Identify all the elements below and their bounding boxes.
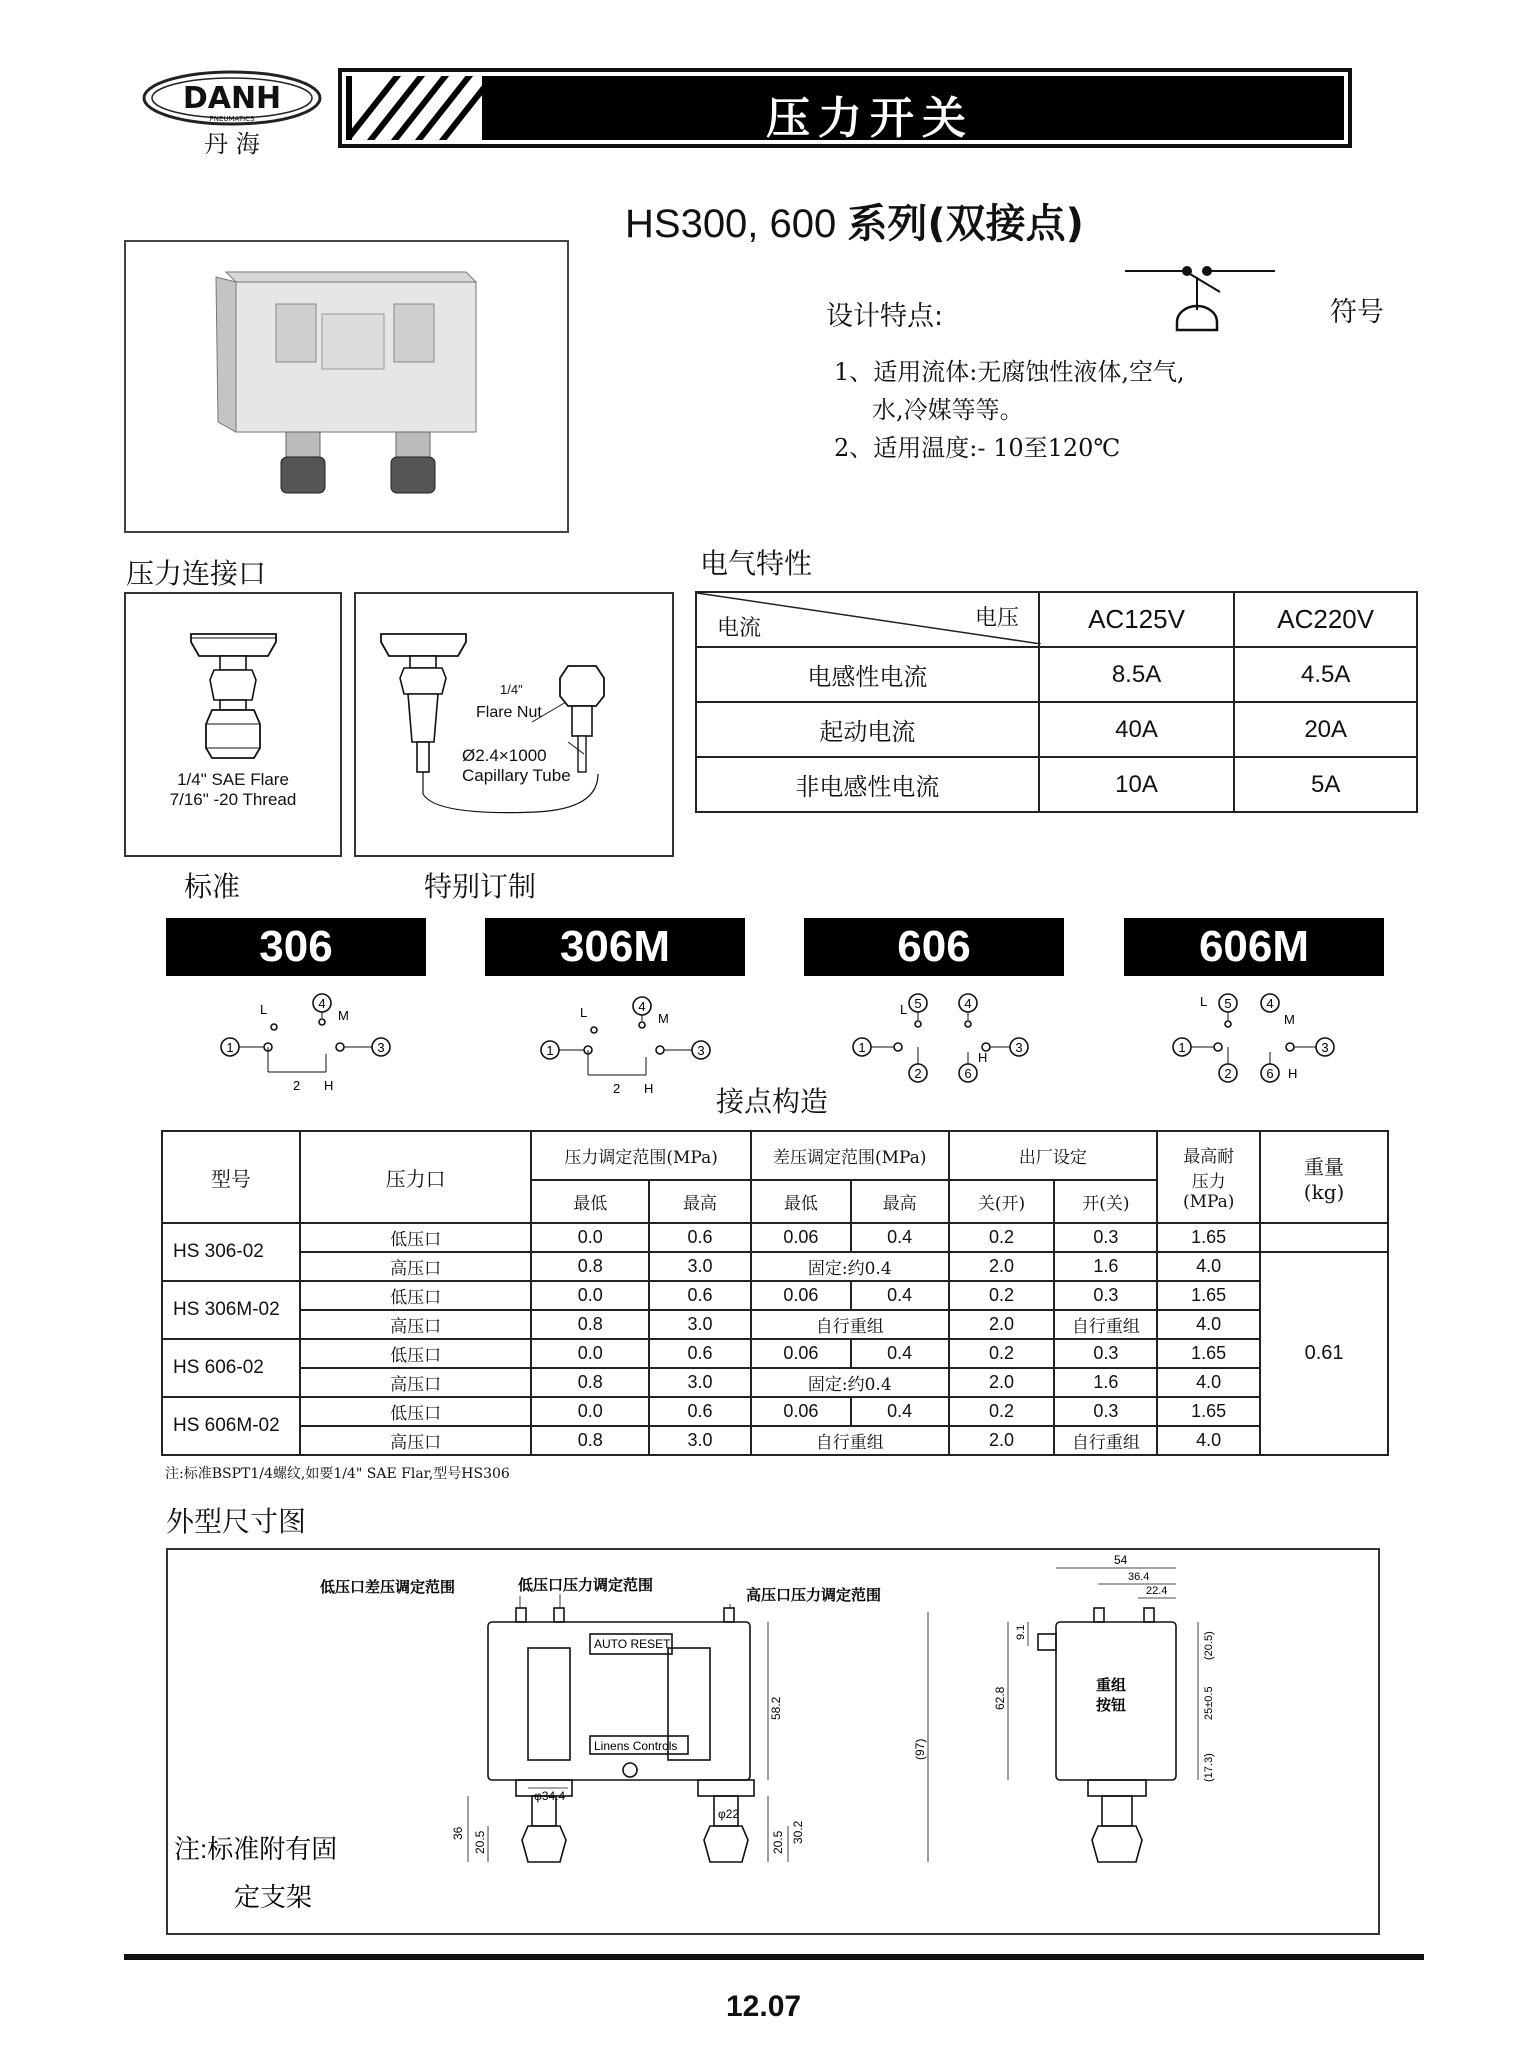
table-row <box>162 1397 1388 1426</box>
factory-off: 2.0 <box>949 1368 1055 1397</box>
factory-off: 2.0 <box>949 1310 1055 1339</box>
contact-diagram-606m <box>1158 990 1368 1100</box>
svg-text:L: L <box>1200 994 1208 1009</box>
dim-9-1: 9.1 <box>1015 1624 1027 1640</box>
model-bar-306m: 306M <box>485 918 745 976</box>
dim-34-4: φ34.4 <box>534 1789 566 1803</box>
cus-tube-1: Ø2.4×1000 <box>462 746 547 765</box>
th-range-low: 最低 <box>531 1180 649 1223</box>
svg-text:4: 4 <box>1266 996 1274 1011</box>
svg-text:H: H <box>324 1078 334 1093</box>
svg-text:2: 2 <box>613 1081 621 1096</box>
factory-on: 1.6 <box>1054 1252 1157 1281</box>
th-diff-low: 最低 <box>751 1180 851 1223</box>
row-name: 起动电流 <box>696 702 1039 757</box>
contacts-title: 接点构造 <box>716 1085 829 1118</box>
stripes-decoration <box>352 76 482 140</box>
range-max: 3.0 <box>649 1426 751 1455</box>
model-cell: HS 306M-02 <box>162 1281 300 1339</box>
row-value: 4.5A <box>1234 647 1417 702</box>
table-row <box>162 1223 1388 1252</box>
port-cell: 高压口 <box>300 1368 532 1397</box>
switch-symbol-icon <box>1125 262 1285 337</box>
diff-max: 0.4 <box>851 1339 949 1368</box>
svg-text:3: 3 <box>1015 1040 1023 1055</box>
connection-standard-box <box>124 592 342 857</box>
max-pressure: 4.0 <box>1157 1310 1260 1339</box>
max-pressure: 1.65 <box>1157 1397 1260 1426</box>
port-cell: 高压口 <box>300 1252 532 1281</box>
flare-fitting-illustration <box>126 594 340 855</box>
thread-note: 注:标准BSPT1/4螺纹,如要1/4" SAE Flar,型号HS306 <box>165 1466 510 1482</box>
dim-54: 54 <box>1114 1553 1128 1567</box>
th-off: 关(开) <box>949 1180 1055 1223</box>
dim-20-5-right: 20.5 <box>771 1830 785 1854</box>
range-max: 3.0 <box>649 1310 751 1339</box>
range-min: 0.8 <box>531 1426 649 1455</box>
svg-text:1: 1 <box>546 1043 554 1058</box>
diff-min: 0.06 <box>751 1223 851 1252</box>
label-standard: 标准 <box>184 870 241 903</box>
row-name: 电感性电流 <box>696 647 1039 702</box>
range-max: 0.6 <box>649 1397 751 1426</box>
max-pressure: 1.65 <box>1157 1223 1260 1252</box>
logo-text: DANH <box>182 81 282 116</box>
diff-fixed: 固定:约0.4 <box>751 1252 949 1281</box>
diff-min: 0.06 <box>751 1339 851 1368</box>
cus-nut-frac: 1/4" <box>500 682 523 697</box>
th-factory: 出厂设定 <box>949 1131 1158 1180</box>
label-high-range: 高压口压力调定范围 <box>746 1587 882 1604</box>
factory-on: 0.3 <box>1054 1281 1157 1310</box>
max-pressure: 1.65 <box>1157 1281 1260 1310</box>
th-diff: 差压调定范围(MPa) <box>751 1131 949 1180</box>
svg-text:M: M <box>1284 1012 1295 1027</box>
th-range-high: 最高 <box>649 1180 751 1223</box>
series-title-prefix: HS300, 600 <box>625 202 848 246</box>
factory-off: 0.2 <box>949 1397 1055 1426</box>
dim-30-2: 30.2 <box>791 1820 805 1844</box>
label-low-range: 低压口压力调定范围 <box>518 1577 654 1594</box>
feature-fluid-cont: 水,冷媒等等。 <box>872 396 1024 424</box>
factory-on: 自行重组 <box>1054 1310 1157 1339</box>
row-value: 8.5A <box>1039 647 1235 702</box>
series-title-suffix: 系列(双接点) <box>847 201 1084 247</box>
weight-empty <box>1260 1223 1388 1252</box>
dim-note-2: 定支架 <box>234 1882 313 1912</box>
svg-text:5: 5 <box>1224 996 1232 1011</box>
std-caption-1: 1/4" SAE Flare <box>177 770 289 789</box>
series-title <box>625 192 1084 249</box>
corner-voltage: 电压 <box>975 606 1020 631</box>
diff-fixed: 固定:约0.4 <box>751 1368 949 1397</box>
linens-label: Linens Controls <box>594 1739 678 1753</box>
danh-logo <box>140 68 325 158</box>
dim-25: 25±0.5 <box>1203 1686 1215 1720</box>
model-cell: HS 306-02 <box>162 1223 300 1281</box>
model-bar-306: 306 <box>166 918 426 976</box>
label-low-diff: 低压口差压调定范围 <box>320 1579 456 1596</box>
electrical-table <box>695 591 1418 813</box>
diff-min: 0.06 <box>751 1281 851 1310</box>
range-min: 0.0 <box>531 1339 649 1368</box>
row-value: 5A <box>1234 757 1417 812</box>
diff-fixed: 自行重组 <box>751 1426 949 1455</box>
svg-text:1: 1 <box>858 1040 866 1055</box>
svg-text:2: 2 <box>914 1066 922 1081</box>
factory-off: 0.2 <box>949 1339 1055 1368</box>
corner-cell <box>696 592 1039 647</box>
page-number: 12.07 <box>726 1990 802 2023</box>
svg-text:4: 4 <box>964 996 972 1011</box>
dim-20-5: 20.5 <box>473 1830 487 1854</box>
model-bar-606: 606 <box>804 918 1064 976</box>
factory-on: 自行重组 <box>1054 1426 1157 1455</box>
dimension-svg <box>168 1550 1378 1933</box>
page-title: 压力开关 <box>766 93 974 144</box>
product-photo <box>124 240 569 533</box>
th-on: 开(关) <box>1054 1180 1157 1223</box>
model-bar-606m: 606M <box>1124 918 1384 976</box>
logo-sub: PNEUMATICS <box>209 115 255 123</box>
auto-reset-label: AUTO RESET <box>594 1637 671 1651</box>
port-cell: 低压口 <box>300 1339 532 1368</box>
diff-max: 0.4 <box>851 1281 949 1310</box>
dim-36-4: 36.4 <box>1128 1571 1150 1583</box>
range-max: 3.0 <box>649 1368 751 1397</box>
svg-text:1: 1 <box>226 1040 234 1055</box>
contact-diagram-306 <box>200 990 410 1100</box>
svg-text:4: 4 <box>638 999 646 1014</box>
std-caption-2: 7/16" -20 Thread <box>169 790 297 809</box>
capillary-fitting-illustration <box>356 594 672 855</box>
dim-17-3: (17.3) <box>1203 1753 1215 1782</box>
reset-btn-2: 按钮 <box>1096 1697 1127 1714</box>
dim-62-8: 62.8 <box>993 1686 1007 1710</box>
svg-text:M: M <box>658 1011 669 1026</box>
range-max: 0.6 <box>649 1281 751 1310</box>
dimension-drawing <box>166 1548 1380 1935</box>
connection-title: 压力连接口 <box>126 557 267 590</box>
features-heading: 设计特点: <box>826 301 944 332</box>
pressure-switch-illustration <box>126 242 567 531</box>
svg-text:H: H <box>978 1050 988 1065</box>
contact-diagram-306m <box>520 993 730 1103</box>
range-max: 3.0 <box>649 1252 751 1281</box>
svg-text:2: 2 <box>1224 1066 1232 1081</box>
dimensions-title: 外型尺寸图 <box>166 1505 307 1538</box>
electrical-title: 电气特性 <box>700 547 813 580</box>
svg-text:M: M <box>338 1008 349 1023</box>
dim-note-1: 注:标准附有固 <box>174 1834 338 1864</box>
connection-custom-box <box>354 592 674 857</box>
svg-text:3: 3 <box>697 1043 705 1058</box>
svg-text:3: 3 <box>377 1040 385 1055</box>
th-diff-high: 最高 <box>851 1180 949 1223</box>
reset-btn-1: 重组 <box>1096 1677 1127 1694</box>
port-cell: 高压口 <box>300 1310 532 1339</box>
max-pressure: 1.65 <box>1157 1339 1260 1368</box>
feature-temperature: 2、适用温度:- 10至120℃ <box>834 434 1121 462</box>
port-cell: 低压口 <box>300 1397 532 1426</box>
max-pressure: 4.0 <box>1157 1252 1260 1281</box>
diff-max: 0.4 <box>851 1397 949 1426</box>
factory-on: 0.3 <box>1054 1223 1157 1252</box>
port-cell: 低压口 <box>300 1223 532 1252</box>
diff-fixed: 自行重组 <box>751 1310 949 1339</box>
table-row <box>696 757 1417 812</box>
factory-on: 0.3 <box>1054 1339 1157 1368</box>
svg-text:H: H <box>644 1081 654 1096</box>
factory-off: 0.2 <box>949 1223 1055 1252</box>
voltage-col-2: AC220V <box>1234 592 1417 647</box>
dim-22: φ22 <box>718 1807 740 1821</box>
factory-off: 0.2 <box>949 1281 1055 1310</box>
range-max: 0.6 <box>649 1339 751 1368</box>
dim-36: 36 <box>451 1826 465 1840</box>
svg-text:L: L <box>580 1005 588 1020</box>
port-cell: 高压口 <box>300 1426 532 1455</box>
range-min: 0.0 <box>531 1223 649 1252</box>
cus-tube-2: Capillary Tube <box>462 766 571 785</box>
model-cell: HS 606M-02 <box>162 1397 300 1455</box>
factory-off: 2.0 <box>949 1426 1055 1455</box>
svg-text:1: 1 <box>1178 1040 1186 1055</box>
port-cell: 低压口 <box>300 1281 532 1310</box>
weight-value: 0.61 <box>1260 1252 1388 1455</box>
corner-current: 电流 <box>717 616 762 641</box>
contact-diagram-606 <box>838 990 1048 1100</box>
svg-text:5: 5 <box>914 996 922 1011</box>
range-max: 0.6 <box>649 1223 751 1252</box>
max-pressure: 4.0 <box>1157 1368 1260 1397</box>
dim-58-2: 58.2 <box>769 1696 783 1720</box>
factory-on: 1.6 <box>1054 1368 1157 1397</box>
factory-on: 0.3 <box>1054 1397 1157 1426</box>
th-weight: 重量 (kg) <box>1260 1131 1388 1223</box>
table-row <box>162 1310 1388 1339</box>
voltage-col-1: AC125V <box>1039 592 1235 647</box>
range-min: 0.8 <box>531 1252 649 1281</box>
table-row <box>162 1368 1388 1397</box>
table-row <box>696 647 1417 702</box>
svg-text:L: L <box>260 1002 268 1017</box>
label-custom: 特别订制 <box>424 870 537 903</box>
svg-text:3: 3 <box>1321 1040 1329 1055</box>
svg-text:2: 2 <box>293 1078 301 1093</box>
dim-22-4: 22.4 <box>1146 1585 1168 1597</box>
th-model: 型号 <box>162 1131 300 1223</box>
row-value: 10A <box>1039 757 1235 812</box>
model-cell: HS 606-02 <box>162 1339 300 1397</box>
cus-nut-label: Flare Nut <box>476 704 542 721</box>
dim-97: (97) <box>913 1738 927 1760</box>
table-row <box>162 1281 1388 1310</box>
dim-20-5p: (20.5) <box>1203 1631 1215 1660</box>
title-banner <box>338 68 1352 148</box>
diff-min: 0.06 <box>751 1397 851 1426</box>
row-name: 非电感性电流 <box>696 757 1039 812</box>
svg-text:4: 4 <box>318 996 326 1011</box>
spec-table <box>161 1130 1389 1456</box>
symbol-label: 符号 <box>1330 297 1384 328</box>
row-value: 40A <box>1039 702 1235 757</box>
svg-text:6: 6 <box>964 1066 972 1081</box>
th-range: 压力调定范围(MPa) <box>531 1131 751 1180</box>
row-value: 20A <box>1234 702 1417 757</box>
svg-text:H: H <box>1288 1066 1298 1081</box>
footer-rule <box>124 1954 1424 1960</box>
max-pressure: 4.0 <box>1157 1426 1260 1455</box>
table-row <box>162 1339 1388 1368</box>
table-row <box>162 1252 1388 1281</box>
th-max-pressure: 最高耐 压力 (MPa) <box>1157 1131 1260 1223</box>
range-min: 0.8 <box>531 1310 649 1339</box>
brand-name-cn: 丹 海 <box>204 130 260 158</box>
th-port: 压力口 <box>300 1131 532 1223</box>
table-row <box>696 702 1417 757</box>
table-row <box>162 1426 1388 1455</box>
range-min: 0.0 <box>531 1281 649 1310</box>
feature-fluid: 1、适用流体:无腐蚀性液体,空气, <box>834 358 1185 386</box>
diff-max: 0.4 <box>851 1223 949 1252</box>
svg-text:6: 6 <box>1266 1066 1274 1081</box>
range-min: 0.8 <box>531 1368 649 1397</box>
svg-text:L: L <box>900 1002 908 1017</box>
range-min: 0.0 <box>531 1397 649 1426</box>
factory-off: 2.0 <box>949 1252 1055 1281</box>
